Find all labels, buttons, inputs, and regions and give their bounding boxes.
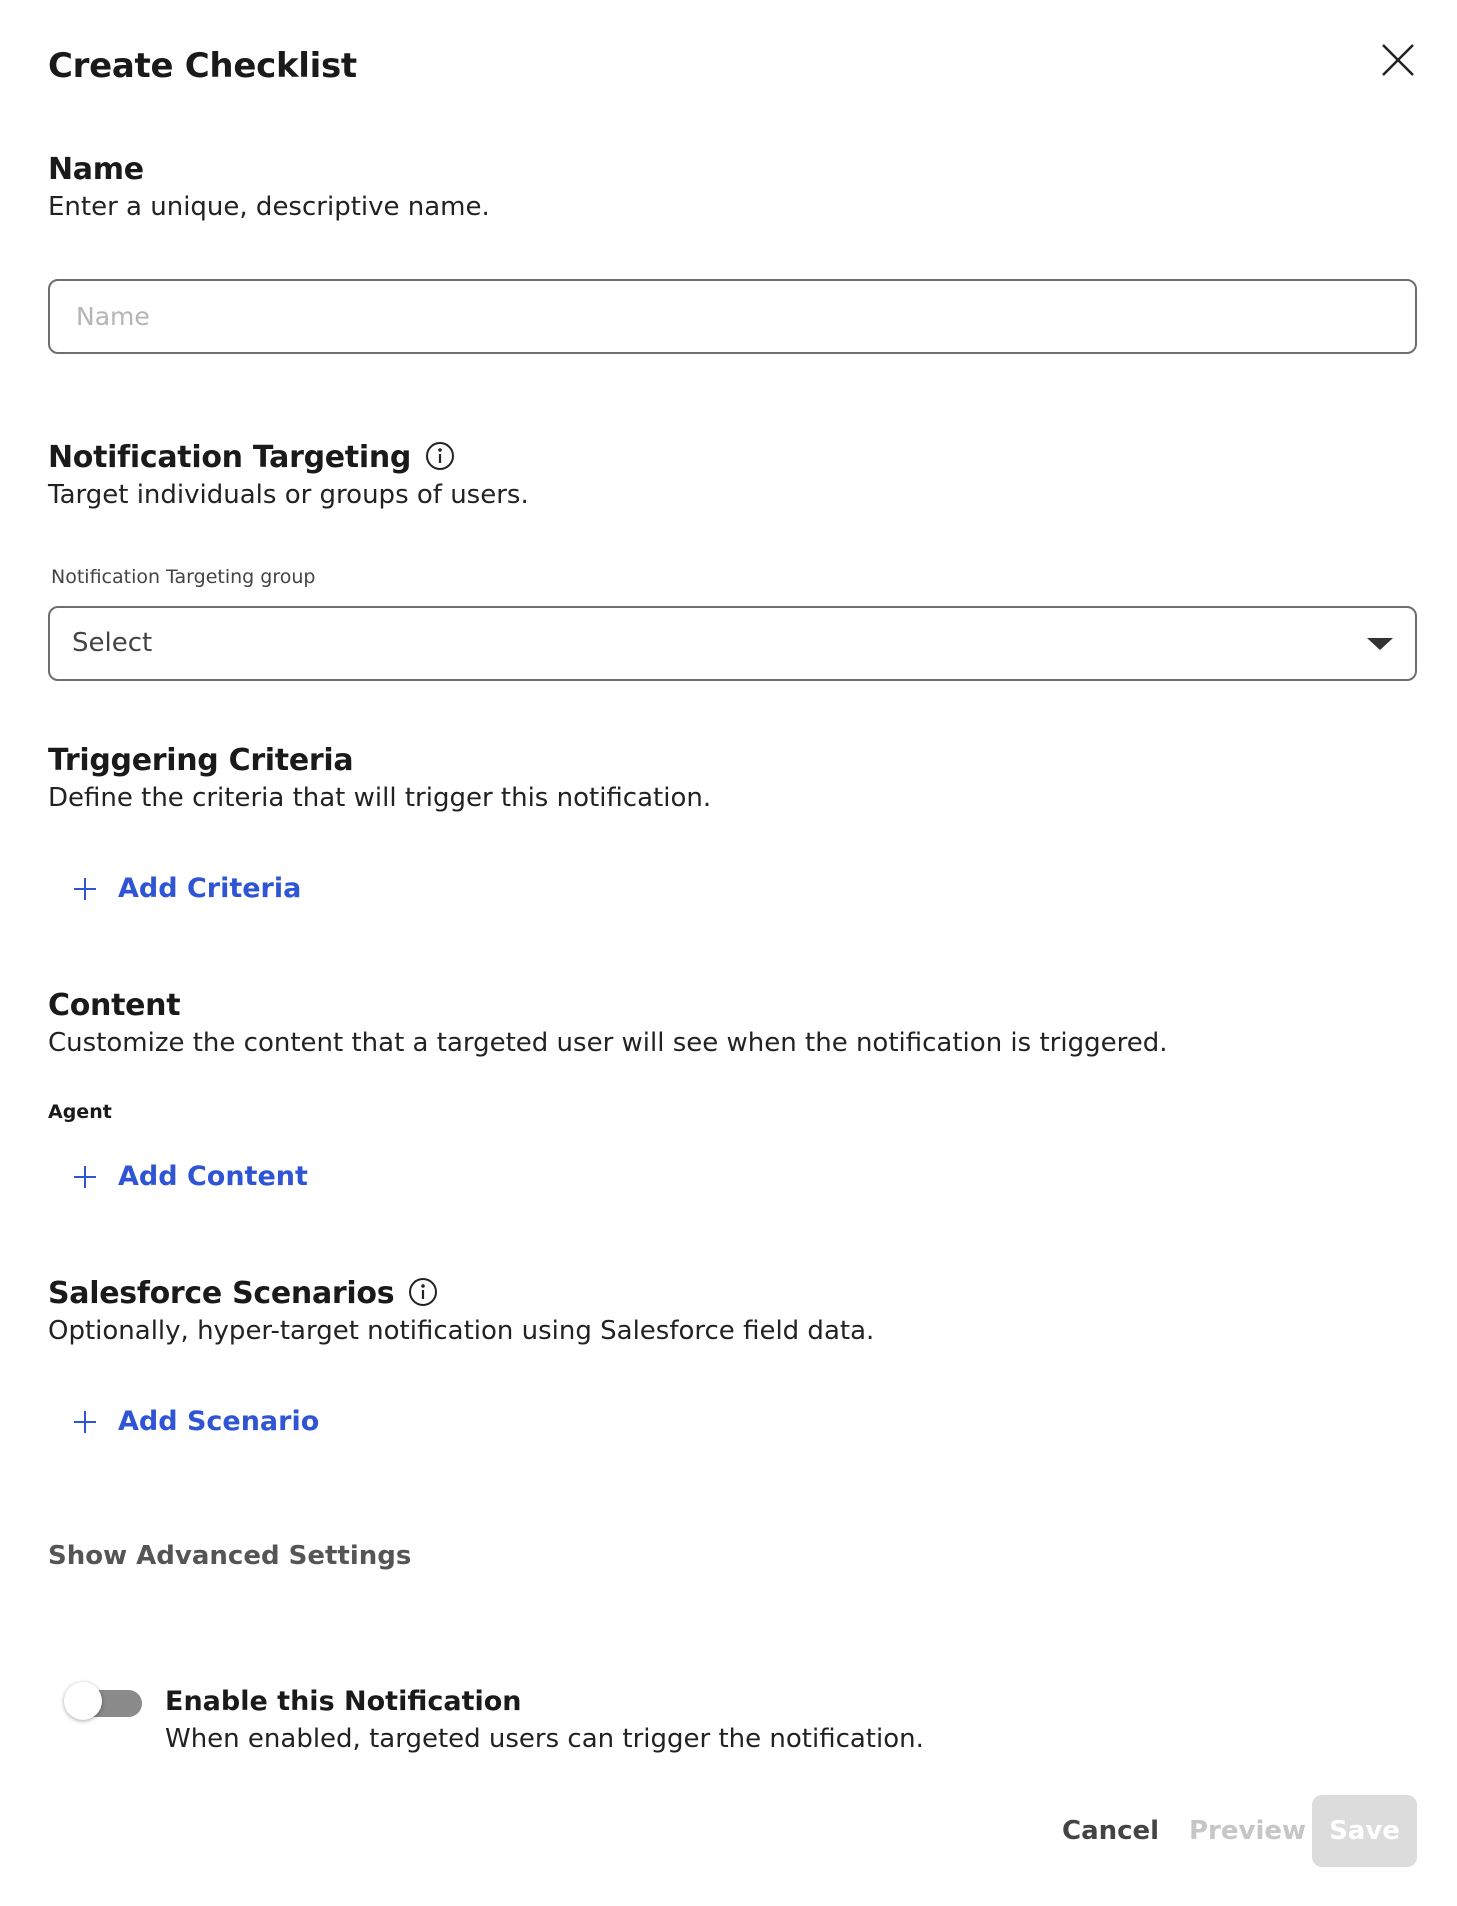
name-input[interactable] bbox=[48, 279, 1417, 354]
scenarios-section-description: Optionally, hyper-target notification using Salesforce field data. bbox=[48, 1316, 875, 1346]
enable-notification-toggle[interactable] bbox=[64, 1687, 142, 1719]
info-icon[interactable] bbox=[408, 1277, 438, 1307]
add-scenario-button[interactable] bbox=[48, 1406, 319, 1437]
enable-notification-title: Enable this Notification bbox=[165, 1686, 522, 1717]
caret-down-icon bbox=[1365, 636, 1395, 652]
name-section-description: Enter a unique, descriptive name. bbox=[48, 192, 490, 222]
plus-icon bbox=[72, 876, 98, 902]
content-section-title: Content bbox=[48, 988, 181, 1023]
show-advanced-settings-link[interactable]: Show Advanced Settings bbox=[48, 1541, 412, 1571]
close-icon bbox=[1378, 40, 1418, 80]
name-section-title: Name bbox=[48, 152, 144, 187]
targeting-group-select[interactable] bbox=[48, 606, 1417, 681]
cancel-button[interactable]: Cancel bbox=[1062, 1816, 1160, 1846]
plus-icon bbox=[72, 1164, 98, 1190]
add-criteria-button[interactable] bbox=[48, 873, 301, 904]
select-value: Select bbox=[72, 628, 153, 658]
add-criteria-label: Add Criteria bbox=[118, 873, 302, 904]
scenarios-section-title: Salesforce Scenarios bbox=[48, 1276, 395, 1311]
plus-icon bbox=[72, 1409, 98, 1435]
add-scenario-label: Add Scenario bbox=[118, 1406, 320, 1437]
targeting-section-header bbox=[48, 440, 455, 475]
criteria-section-title: Triggering Criteria bbox=[48, 743, 354, 778]
add-content-button[interactable] bbox=[48, 1161, 308, 1192]
targeting-section-title: Notification Targeting bbox=[48, 440, 412, 475]
preview-button[interactable]: Preview bbox=[1189, 1816, 1307, 1846]
agent-label: Agent bbox=[48, 1101, 112, 1123]
scenarios-section-header bbox=[48, 1276, 438, 1311]
save-button[interactable]: Save bbox=[1312, 1795, 1417, 1867]
targeting-select-label: Notification Targeting group bbox=[51, 566, 316, 588]
dialog-title: Create Checklist bbox=[48, 46, 357, 86]
close-button[interactable] bbox=[1378, 40, 1418, 80]
content-section-description: Customize the content that a targeted user will see when the notification is triggered. bbox=[48, 1028, 1168, 1058]
criteria-section-description: Define the criteria that will trigger this notification. bbox=[48, 783, 712, 813]
add-content-label: Add Content bbox=[118, 1161, 308, 1192]
toggle-knob bbox=[64, 1682, 102, 1720]
enable-notification-description: When enabled, targeted users can trigger the notification. bbox=[165, 1724, 924, 1754]
targeting-section-description: Target individuals or groups of users. bbox=[48, 480, 529, 510]
info-icon[interactable] bbox=[425, 441, 455, 471]
